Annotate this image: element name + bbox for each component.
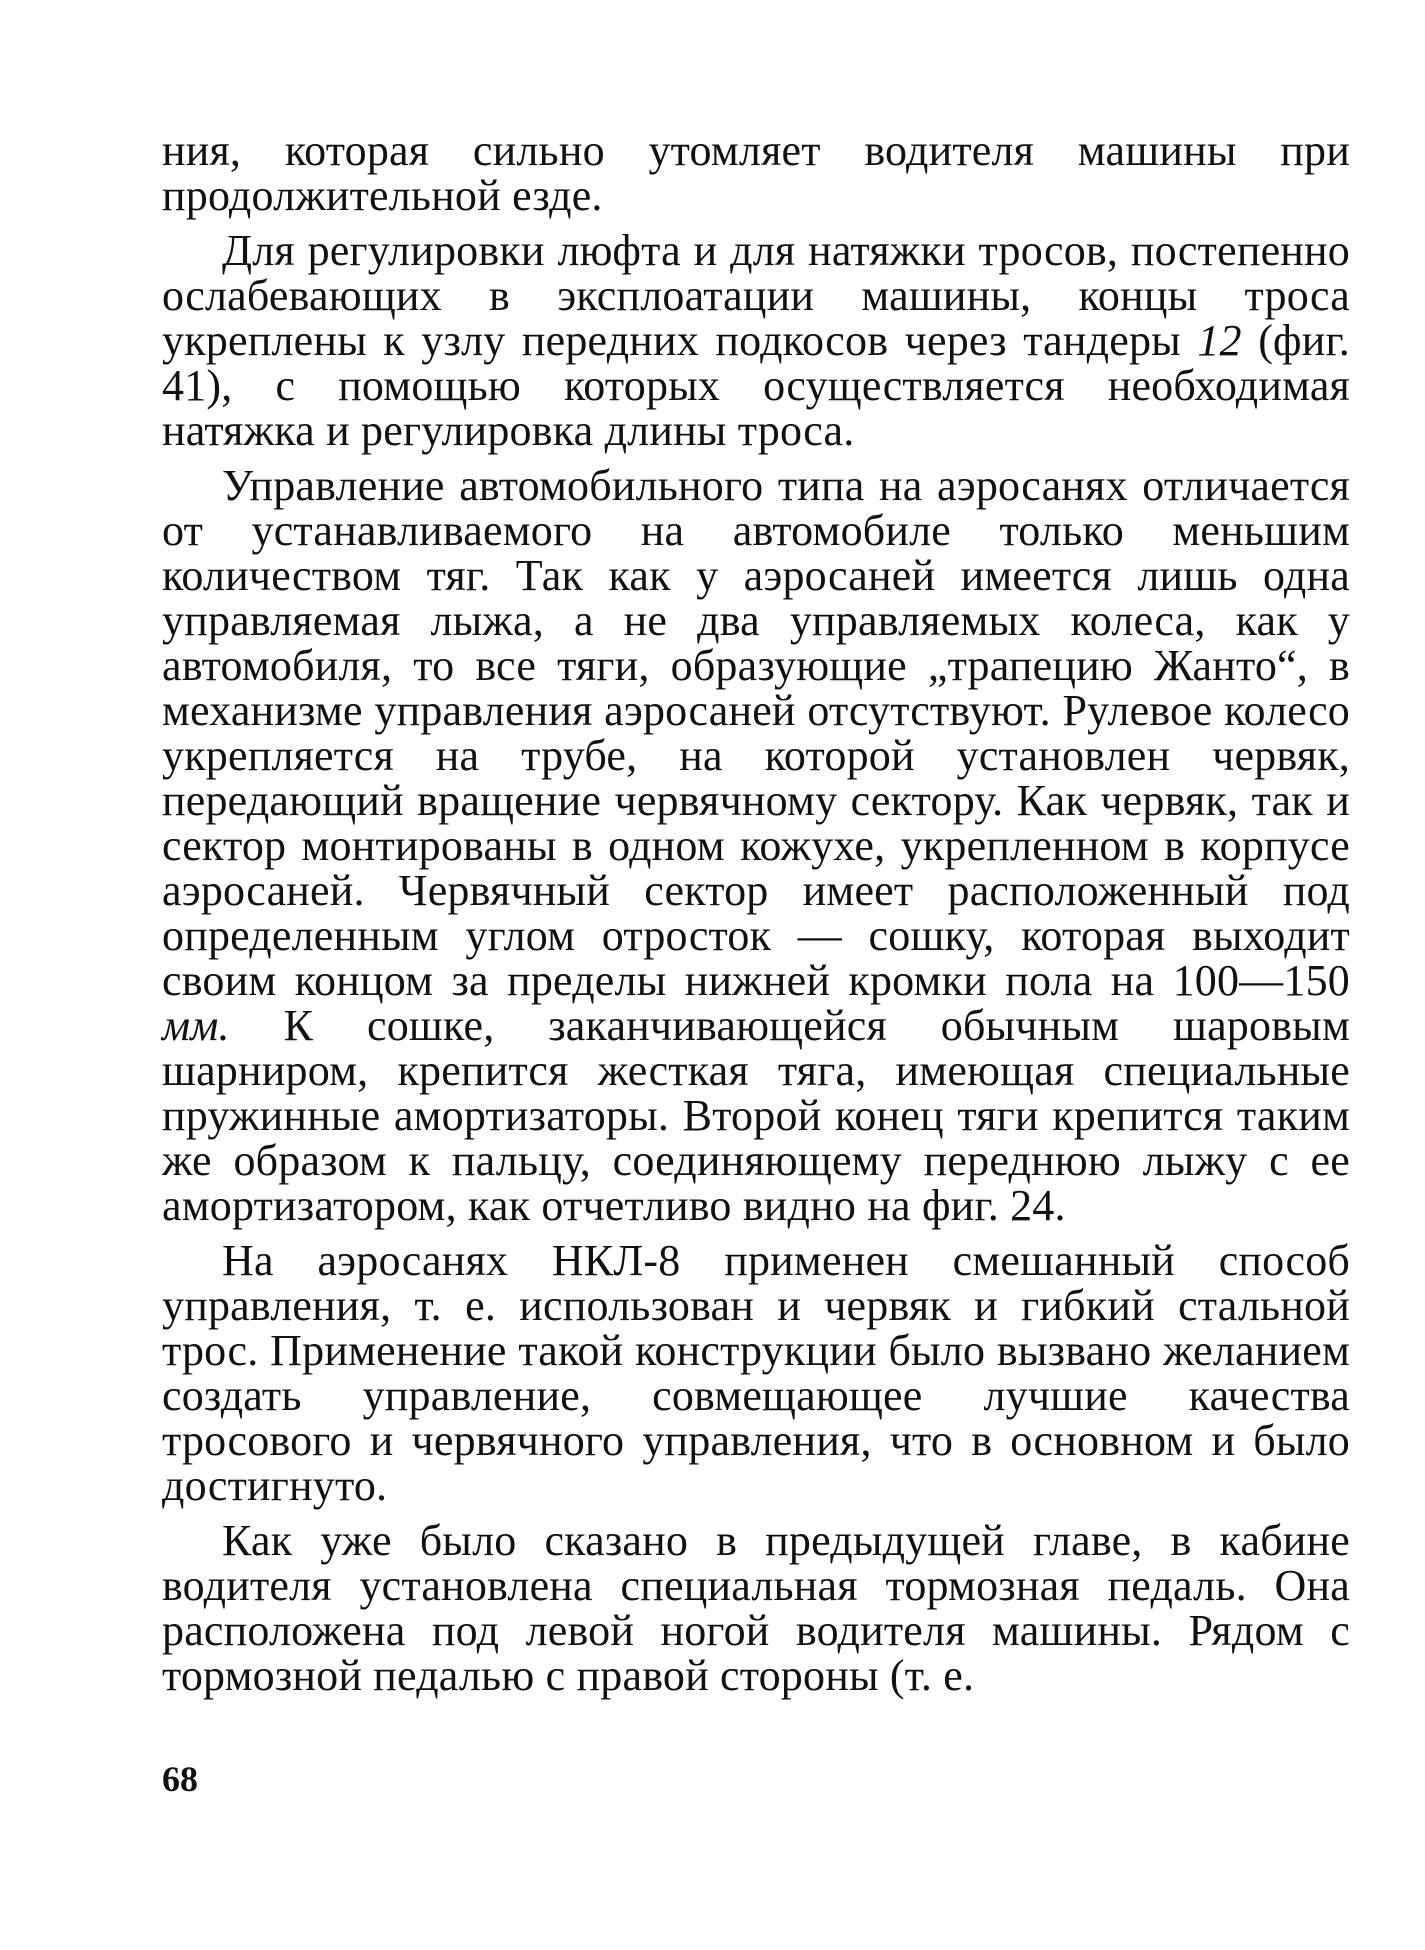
unit-millimeters: мм. bbox=[162, 1001, 230, 1050]
paragraph-3-text-before: Управление автомобильного типа на аэросанях отличается от устанавливаемого на автомобиле только меньшим количеством тяг. Так как у аэросаней имеется лишь одна управляемая лыжа, а не два управляемых колеса, как у автомобиля, то все тяги, образующие „трапецию Жанто“, в механизме управления аэросаней отсутствуют. Рулевое колесо укрепляется на трубе, на которой установлен червяк, передающий вращение червячному сектору. Как червяк, так и сектор монтированы в одном кожухе, укрепленном в корпусе аэросаней. Червячный сектор имеет расположенный под определенным углом отросток — сошку, которая выходит своим концом за пределы нижней кромки пола на 100—150 bbox=[162, 461, 1350, 1005]
paragraph-1 bbox=[162, 128, 1350, 218]
paragraph-2-text-after: (фиг. 41), с помощью которых осуществляется необходимая натяжка и регулировка длины троса. bbox=[162, 316, 1350, 455]
paragraph-4-text: На аэросанях НКЛ-8 применен смешанный способ управления, т. е. использован и червяк и гибкий стальной трос. Применение такой конструкции было вызвано желанием создать управление, совмещающее лучшие качества тросового и червячного управления, что в основном и было достигнуто. bbox=[162, 1236, 1350, 1510]
paragraph-5 bbox=[162, 1518, 1350, 1698]
paragraph-5-text: Как уже было сказано в предыдущей главе, в кабине водителя установлена специальная тормозная педаль. Она расположена под левой ногой водителя машины. Рядом с тормозной педалью с правой стороны (т. е. bbox=[162, 1516, 1350, 1700]
paragraph-3-text-after: К сошке, заканчивающейся обычным шаровым шарниром, крепится жесткая тяга, имеющая специальные пружинные амортизаторы. Второй конец тяги крепится таким же образом к пальцу, соединяющему переднюю лыжу с ее амортизатором, как отчетливо видно на фиг. 24. bbox=[162, 1001, 1350, 1230]
paragraph-3 bbox=[162, 463, 1350, 1228]
page-number: 68 bbox=[162, 1759, 198, 1799]
paragraph-2 bbox=[162, 228, 1350, 453]
paragraph-2-text-before: Для регулировки люфта и для натяжки тросов, постепенно ослабевающих в эксплоатации машины, концы троса укреплены к узлу передних подкосов через тандеры bbox=[162, 226, 1350, 365]
paragraph-1-text: ния, которая сильно утомляет водителя машины при продолжительной езде. bbox=[162, 126, 1350, 220]
body-text bbox=[162, 128, 1350, 1698]
paragraph-4 bbox=[162, 1238, 1350, 1508]
figure-reference-number: 12 bbox=[1197, 316, 1242, 365]
